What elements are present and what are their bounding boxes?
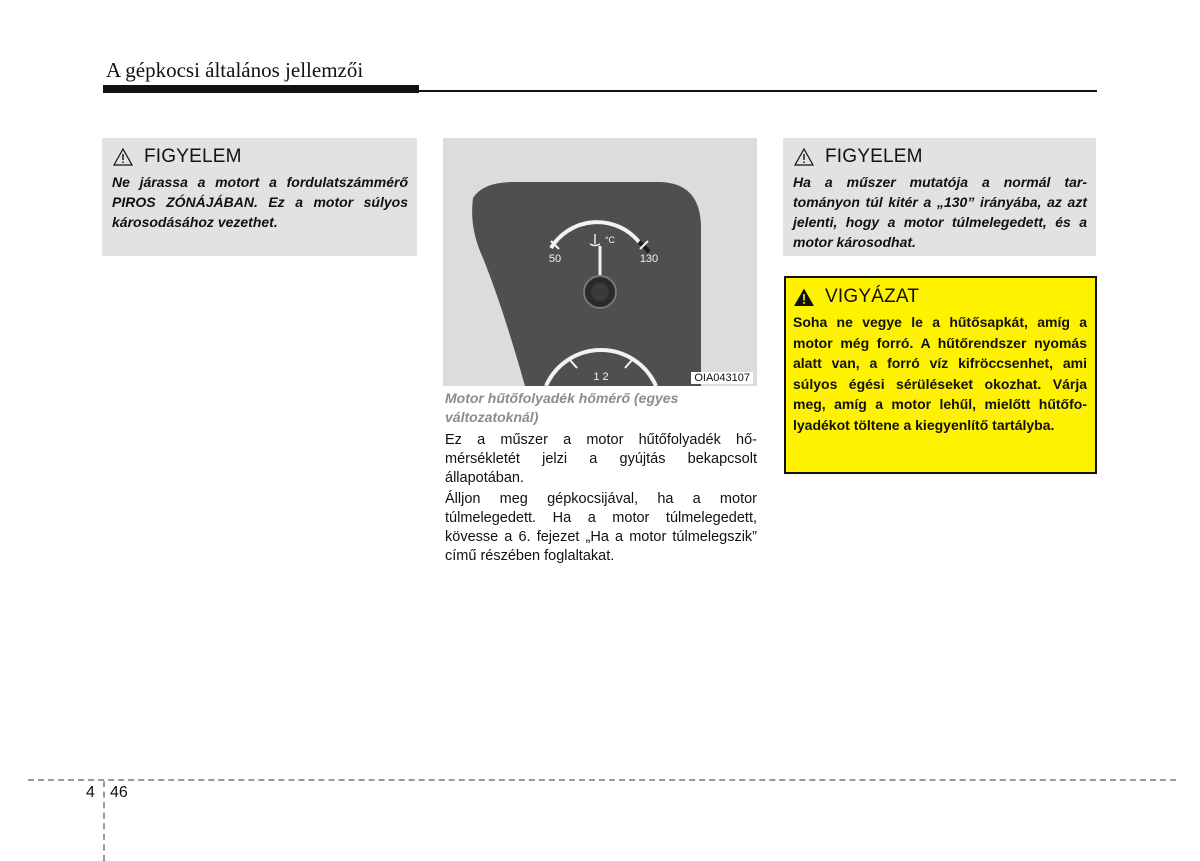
warning-triangle-outline-icon <box>112 147 134 167</box>
header-title: A gépkocsi általános jellemzői <box>106 58 364 82</box>
warning-text: Ha a műszer mutatója a normál tartományon túl kitér a „130” irányába, az azt jelenti, hogy a motor túlmelegedett, és a motor károsodhat. <box>793 174 1087 250</box>
warning-triangle-filled-icon <box>793 287 815 307</box>
gauge-min-label: 50 <box>548 253 562 265</box>
warning-text: Ne járassa a motort a fordulatszámmérő PIROS ZÓNÁJÁBAN. Ez a motor súlyos károsodásához vezethet. <box>112 174 408 230</box>
warning-title: FIGYELEM <box>825 146 923 167</box>
footer-rule <box>28 779 1176 781</box>
caution-box <box>784 276 1097 474</box>
lower-gauge-label: 1 2 <box>593 371 609 383</box>
page-number: 46 <box>110 784 128 801</box>
coolant-gauge-figure <box>443 138 757 386</box>
body-paragraph-1: Ez a műszer a motor hűtőfolyadék hőmérsékletét jelzi a gyújtás bekapcsolt állapotában. <box>445 432 757 486</box>
gauge-max-label: 130 <box>639 253 659 265</box>
caution-text: Soha ne vegye le a hűtősapkát, amíg a motor még forró. A hűtőrendszer nyomás alatt van, a forró víz kifröccsenhet, ami súlyos égési sérüléseket okozhat. Várja meg, amíg a motor lehűl, mielőtt hűtőfolyadékot töltene a kiegyenlítő tartályba. <box>793 314 1087 433</box>
warning-box-right <box>783 138 1096 256</box>
coolant-gauge-illustration <box>443 138 757 386</box>
figure-code: OIA043107 <box>691 372 753 384</box>
body-paragraph-2: Álljon meg gépkocsijával, ha a motor túlmelegedett. Ha a motor túlmelegedett, kövesse a 6. fejezet „Ha a motor túlmelegszik” című részében foglaltakat. <box>445 491 757 564</box>
caution-title: VIGYÁZAT <box>825 286 920 307</box>
header-rule-thin <box>419 90 1097 92</box>
chapter-number: 4 <box>86 784 95 801</box>
warning-box-left <box>102 138 417 256</box>
footer-vertical-rule <box>103 781 105 861</box>
gauge-unit-label: °C <box>604 235 616 245</box>
warning-title: FIGYELEM <box>144 146 242 167</box>
figure-caption: Motor hűtőfolyadék hőmérő (egyes változatoknál) <box>445 390 679 425</box>
header-rule-thick <box>103 85 419 93</box>
warning-triangle-outline-icon <box>793 147 815 167</box>
